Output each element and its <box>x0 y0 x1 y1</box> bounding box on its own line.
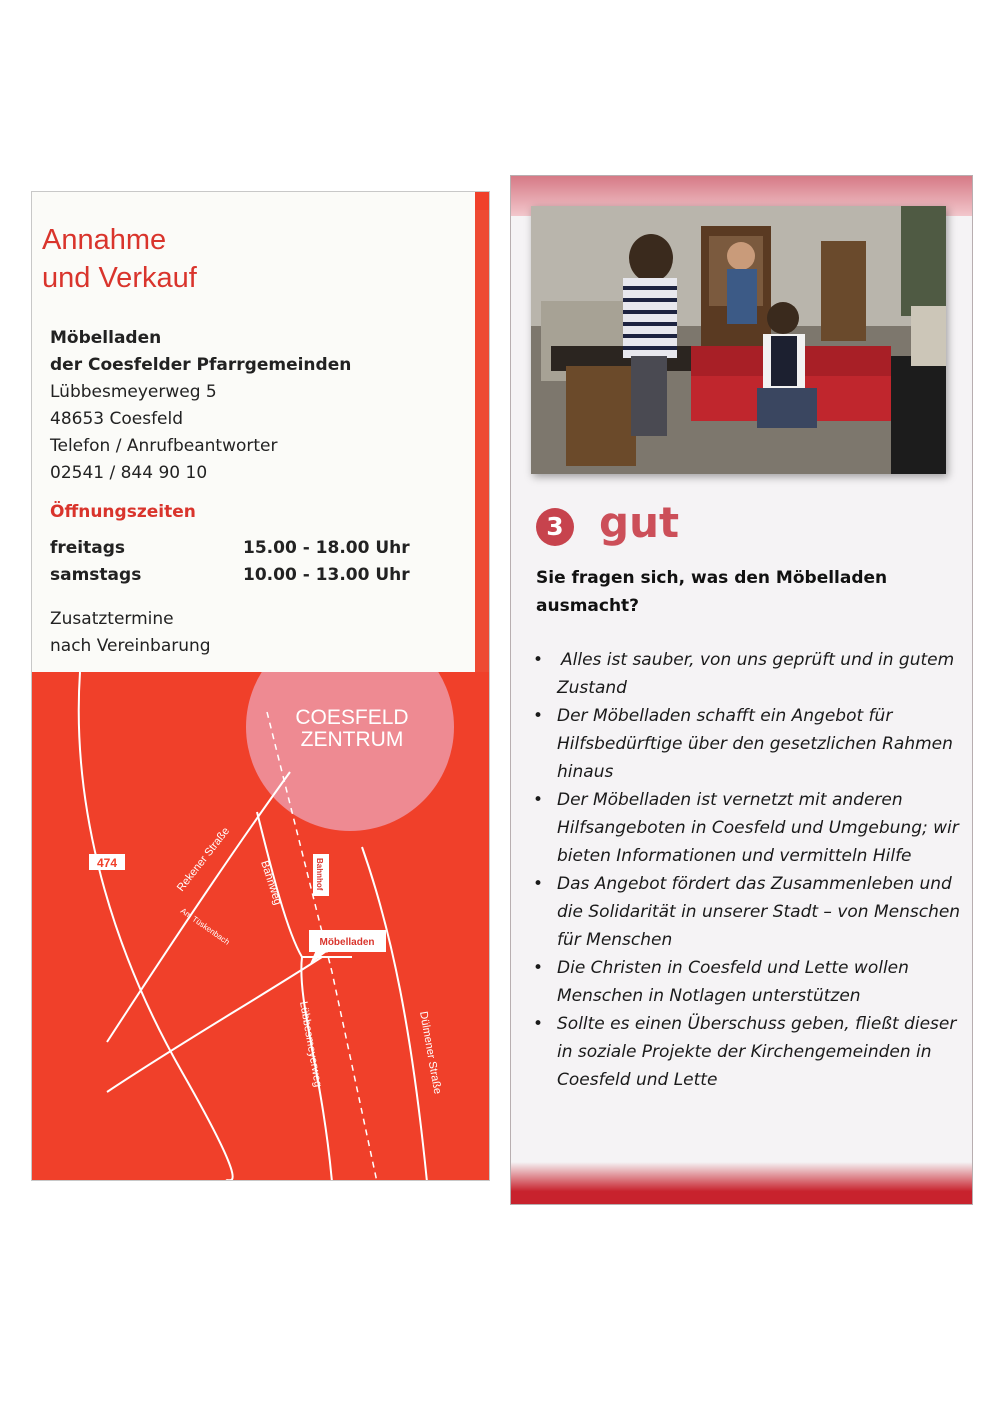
shop-name-line-1: Möbelladen <box>50 328 162 348</box>
headline-line-1: Annahme <box>42 224 167 256</box>
hours-time: 15.00 - 18.00 Uhr <box>243 538 410 558</box>
bahnhof-label: Bahnhof <box>315 858 324 891</box>
shop-name-line-2: der Coesfelder Pfarrgemeinden <box>50 355 352 375</box>
shop-photo <box>531 206 946 474</box>
list-item: • Der Möbelladen schafft ein Angebot für Hilfsbedürftige über den gesetzlichen Rahmen hinaus <box>533 706 953 782</box>
street-address: Lübbesmeyerweg 5 <box>50 382 217 402</box>
phone-label: Telefon / Anrufbeantworter <box>50 436 278 456</box>
street-label-luebbesmeyerweg: Lübbesmeyerweg <box>297 1000 324 1089</box>
section-number-badge: 3 <box>536 508 574 546</box>
street-label-bahnweg: Bahnweg <box>258 859 284 907</box>
hours-row-friday <box>50 537 470 559</box>
info-box <box>32 192 475 672</box>
extra-appointments-line-1: Zusatztermine <box>50 609 174 629</box>
red-edge-strip <box>475 210 490 680</box>
shop-marker-label: Möbelladen <box>319 937 375 948</box>
headline-line-2: und Verkauf <box>42 262 197 294</box>
center-label-line-1: COESFELD <box>295 706 409 729</box>
benefits-list <box>531 646 971 1094</box>
list-item-text: Das Angebot fördert das Zusammenleben und die Solidarität in unserer Stadt – von Menschen für Menschen <box>557 874 961 950</box>
street-label-duelmener: Dülmener Straße <box>417 1010 444 1096</box>
list-item: • Der Möbelladen ist vernetzt mit anderen Hilfsangeboten in Coesfeld und Umgebung; wir bieten Informationen und vermitteln Hilfe <box>533 790 959 866</box>
list-item: • Sollte es einen Überschuss geben, fließt dieser in soziale Projekte der Kirchengemeinden in Coesfeld und Lette <box>533 1014 957 1090</box>
list-item-text: Die Christen in Coesfeld und Lette wollen Menschen in Notlagen unterstützen <box>557 958 909 1006</box>
phone-number: 02541 / 844 90 10 <box>50 463 208 483</box>
flyer-right-panel <box>510 175 973 1205</box>
road-number: 474 <box>96 856 118 870</box>
list-item: • Alles ist sauber, von uns geprüft und in gutem Zustand <box>533 650 955 698</box>
location-map <box>32 672 490 1181</box>
red-bottom-band <box>511 1162 972 1204</box>
list-item: • Die Christen in Coesfeld und Lette wollen Menschen in Notlagen unterstützen <box>533 958 909 1006</box>
list-item: • Das Angebot fördert das Zusammenleben und die Solidarität in unserer Stadt – von Menschen für Menschen <box>533 874 961 950</box>
section-title: gut <box>599 498 680 547</box>
street-label-tuskenbach: Am Tüskenbach <box>178 906 232 947</box>
center-label-line-2: ZENTRUM <box>300 728 404 751</box>
question-heading: Sie fragen sich, was den Möbelladen ausmacht? <box>536 568 888 616</box>
hours-title: Öffnungszeiten <box>50 502 196 522</box>
extra-appointments-line-2: nach Vereinbarung <box>50 636 211 656</box>
hours-time: 10.00 - 13.00 Uhr <box>243 565 410 585</box>
city-address: 48653 Coesfeld <box>50 409 184 429</box>
street-label-rekener: Rekener Straße <box>174 825 233 894</box>
list-item-text: Sollte es einen Überschuss geben, fließt dieser in soziale Projekte der Kirchengemeinden in Coesfeld und Lette <box>557 1014 957 1090</box>
list-item-text: Der Möbelladen ist vernetzt mit anderen Hilfsangeboten in Coesfeld und Umgebung; wir bieten Informationen und vermitteln Hilfe <box>557 790 959 866</box>
list-item-text: Der Möbelladen schafft ein Angebot für Hilfsbedürftige über den gesetzlichen Rahmen hinaus <box>557 706 953 782</box>
shop-photo-illustration <box>531 206 946 474</box>
hours-day: samstags <box>50 565 142 585</box>
hours-day: freitags <box>50 538 126 558</box>
list-item-text: Alles ist sauber, von uns geprüft und in gutem Zustand <box>557 650 955 698</box>
flyer-left-panel <box>31 191 490 1181</box>
hours-row-saturday <box>50 564 470 586</box>
